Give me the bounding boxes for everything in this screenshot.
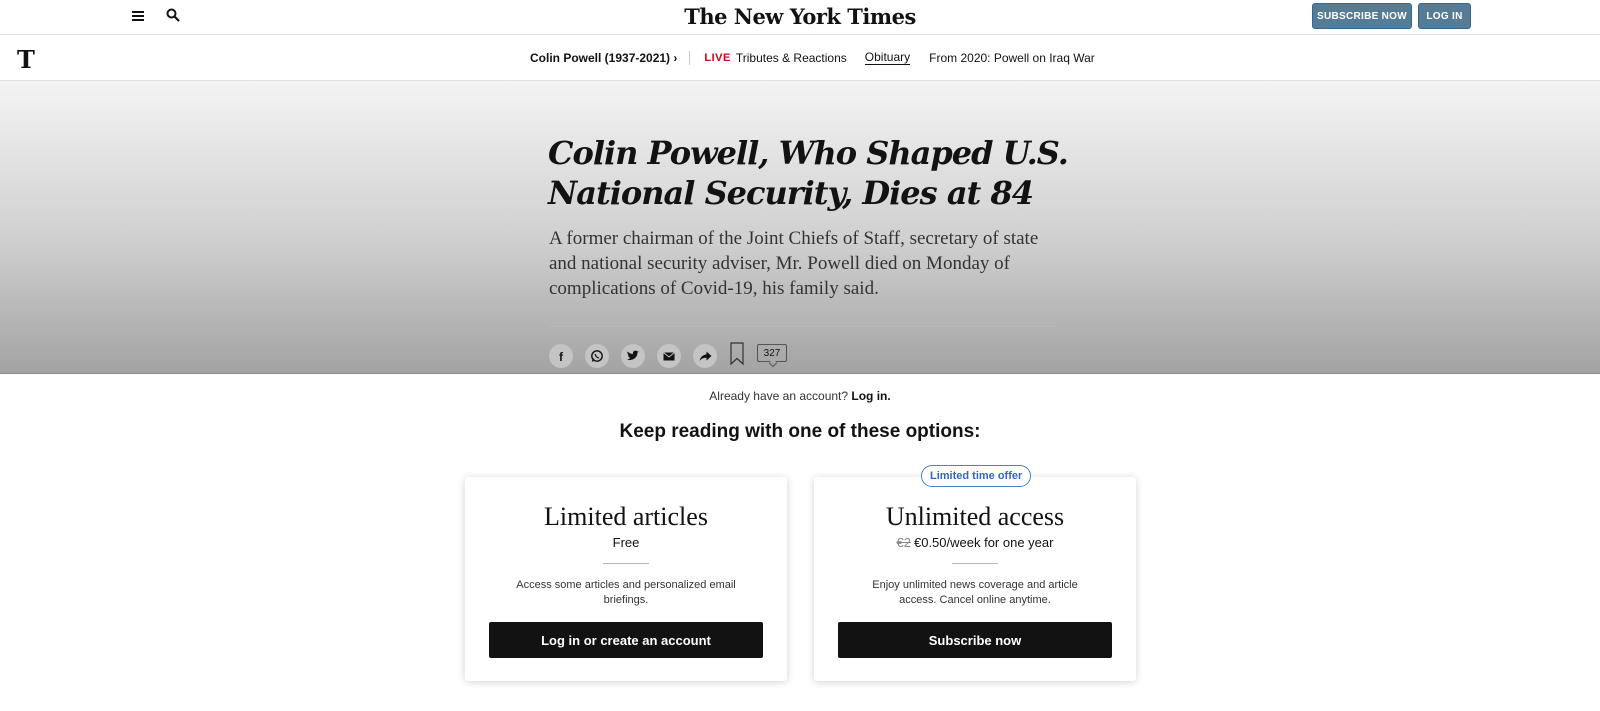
masthead-logo[interactable]: The New York Times: [684, 4, 916, 29]
article-summary: A former chairman of the Joint Chiefs of Staff, secretary of state and national security adviser, Mr. Powell died on Monday of complications of Covid-19, his family said.: [549, 228, 1039, 299]
original-price: €2: [896, 535, 911, 550]
comment-count: 327: [757, 344, 787, 362]
card-price-line: [814, 535, 1136, 550]
paywall-heading: Keep reading with one of these options:: [619, 421, 981, 442]
nav-from-2020[interactable]: From 2020: Powell on Iraq War: [929, 50, 1095, 65]
email-icon[interactable]: [657, 344, 681, 368]
share-icon[interactable]: [693, 344, 717, 368]
nav-tributes-reactions[interactable]: Tributes & Reactions: [735, 50, 847, 65]
nav-colin-powell-section[interactable]: Colin Powell (1937-2021) ›: [530, 50, 678, 65]
card-divider: [952, 563, 998, 564]
article-headline: Colin Powell, Who Shaped U.S. National Security, Dies at 84: [548, 134, 1068, 212]
account-prompt-text: Already have an account?: [709, 389, 849, 403]
nav-obituary[interactable]: Obituary: [864, 50, 911, 64]
log-in-button[interactable]: LOG IN: [1418, 3, 1471, 29]
sale-price: €0.50/week for one year: [913, 535, 1054, 550]
svg-text:f: f: [559, 350, 563, 362]
article-header: [0, 81, 1600, 374]
share-toolbar: [549, 343, 787, 369]
story-nav: [0, 35, 1600, 81]
inline-login-link[interactable]: Log in.: [851, 389, 891, 403]
top-bar: [0, 0, 1600, 35]
account-prompt-line: [0, 389, 1600, 403]
limited-time-offer-badge: Limited time offer: [921, 465, 1031, 487]
nyt-t-logo[interactable]: T: [17, 45, 35, 74]
whatsapp-icon[interactable]: [585, 344, 609, 368]
card-description: Access some articles and personalized email briefings.: [516, 579, 736, 606]
card-description: Enjoy unlimited news coverage and article access. Cancel online anytime.: [872, 579, 1078, 606]
twitter-icon[interactable]: [621, 344, 645, 368]
facebook-icon[interactable]: [549, 344, 573, 368]
login-or-create-account-button[interactable]: Log in or create an account: [489, 622, 763, 658]
subscribe-now-button[interactable]: SUBSCRIBE NOW: [1312, 3, 1412, 29]
nav-divider: [689, 51, 690, 65]
story-nav-links: [530, 50, 1095, 65]
limited-articles-card: [465, 477, 787, 681]
subscribe-now-cta-button[interactable]: Subscribe now: [838, 622, 1112, 658]
live-badge: LIVE: [704, 51, 731, 64]
card-price: Free: [612, 535, 640, 550]
card-title: Unlimited access: [885, 502, 1065, 531]
card-divider: [603, 563, 649, 564]
header-divider: [549, 326, 1054, 327]
comments-button[interactable]: [757, 344, 787, 368]
unlimited-access-card: [814, 477, 1136, 681]
bookmark-icon[interactable]: [729, 342, 745, 371]
card-title: Limited articles: [544, 502, 708, 531]
